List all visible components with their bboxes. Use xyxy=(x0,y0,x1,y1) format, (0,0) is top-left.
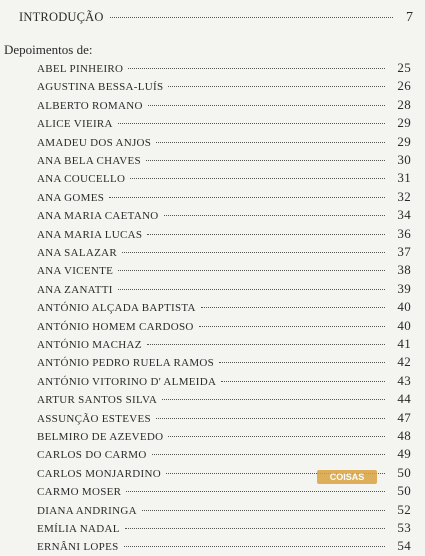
toc-entry-name: ANTÓNIO PEDRO RUELA RAMOS xyxy=(37,357,215,370)
toc-entry-page-number: 49 xyxy=(397,446,411,462)
toc-entry-name: ANTÓNIO ALÇADA BAPTISTA xyxy=(37,302,196,315)
dot-leader xyxy=(142,510,385,511)
dot-leader xyxy=(199,326,385,327)
dot-leader xyxy=(168,86,385,87)
dot-leader xyxy=(110,17,393,18)
toc-entry-name: ANA COUCELLO xyxy=(37,173,126,186)
toc-entry-name: ABEL PINHEIRO xyxy=(37,63,124,75)
dot-leader xyxy=(156,142,385,143)
toc-entry-page-number: 31 xyxy=(397,170,411,186)
toc-entry-page-number: 41 xyxy=(397,336,411,351)
dot-leader xyxy=(219,362,385,363)
toc-entry-name: ARTUR SANTOS SILVA xyxy=(37,394,158,407)
toc-entry[interactable] xyxy=(37,538,411,556)
toc-entry[interactable] xyxy=(37,134,411,152)
toc-entry-name: ANTÓNIO MACHAZ xyxy=(37,339,142,351)
toc-entry-page-number: 26 xyxy=(397,78,411,94)
toc-entry-name: BELMIRO DE AZEVEDO xyxy=(37,431,164,443)
toc-entry[interactable] xyxy=(37,115,411,133)
toc-entry-name: ANTÓNIO VITORINO D' ALMEIDA xyxy=(37,375,217,388)
toc-entry[interactable] xyxy=(37,207,411,225)
toc-entry-page-number: 40 xyxy=(397,317,411,333)
toc-entry[interactable] xyxy=(37,281,411,299)
toc-entry[interactable] xyxy=(37,226,411,244)
dot-leader xyxy=(152,454,385,455)
toc-entry[interactable] xyxy=(37,410,411,428)
toc-entry[interactable] xyxy=(37,262,411,280)
dot-leader xyxy=(125,528,385,529)
dot-leader xyxy=(168,436,385,437)
toc-entry-name: ANA BELA CHAVES xyxy=(37,155,141,167)
toc-entry[interactable] xyxy=(37,446,411,464)
toc-entry-page-number: 7 xyxy=(406,10,413,25)
toc-entry[interactable] xyxy=(37,520,411,538)
toc-entry-page-number: 38 xyxy=(397,262,411,278)
toc-entry-name: AGUSTINA BESSA-LUÍS xyxy=(37,81,164,94)
dot-leader xyxy=(126,491,385,492)
toc-entry-page-number: 53 xyxy=(397,520,411,535)
dot-leader xyxy=(201,307,385,308)
dot-leader xyxy=(147,344,385,345)
dot-leader xyxy=(147,234,385,235)
watermark-logo: COISAS xyxy=(317,470,377,484)
toc-entry-page-number: 29 xyxy=(397,133,411,149)
toc-entry[interactable] xyxy=(37,170,411,188)
dot-leader xyxy=(109,197,385,198)
toc-entry[interactable] xyxy=(37,152,411,170)
toc-entry-page-number: 47 xyxy=(397,409,411,425)
toc-entry-name: AMADEU DOS ANJOS xyxy=(37,136,152,149)
toc-entry-name: CARLOS MONJARDINO xyxy=(37,467,161,480)
toc-entry-name: ERNÂNI LOPES xyxy=(37,541,119,554)
toc-entry-page-number: 37 xyxy=(397,244,411,259)
toc-entry-page-number: 36 xyxy=(397,225,411,241)
toc-entry[interactable] xyxy=(37,502,411,520)
toc-entry-page-number: 40 xyxy=(397,299,411,315)
toc-entry-page-number: 28 xyxy=(397,96,411,112)
toc-entry-page-number: 30 xyxy=(397,152,411,167)
section-heading: Depoimentos de: xyxy=(4,42,93,57)
dot-leader xyxy=(130,178,385,179)
toc-entry-page-number: 50 xyxy=(397,464,411,480)
toc-entry-name: ALICE VIEIRA xyxy=(37,118,113,131)
toc-entry[interactable] xyxy=(37,483,411,501)
toc-entry-page-number: 32 xyxy=(397,188,411,204)
toc-entry-page-number: 25 xyxy=(397,60,411,75)
toc-entry[interactable] xyxy=(37,189,411,207)
toc-entry-page-number: 48 xyxy=(397,428,411,443)
dot-leader xyxy=(221,381,385,382)
toc-entry-label: INTRODUÇÃO xyxy=(19,10,104,24)
dot-leader xyxy=(156,418,385,419)
toc-entry-page-number: 43 xyxy=(397,372,411,388)
toc-entry[interactable] xyxy=(37,428,411,446)
toc-entry-name: ANA MARIA CAETANO xyxy=(37,210,159,223)
toc-entry[interactable] xyxy=(37,336,411,354)
toc-entry[interactable] xyxy=(37,97,411,115)
toc-entry-name: ANA SALAZAR xyxy=(37,247,117,259)
toc-entry[interactable] xyxy=(37,299,411,317)
toc-entry-name: ANA GOMES xyxy=(37,191,105,204)
toc-entry-page-number: 52 xyxy=(397,501,411,517)
toc-entry-page-number: 42 xyxy=(397,354,411,370)
toc-entry[interactable] xyxy=(37,354,411,372)
toc-entry-page-number: 29 xyxy=(397,115,411,131)
toc-entry-page-number: 50 xyxy=(397,483,411,499)
toc-entry-page-number: 44 xyxy=(397,391,411,407)
dot-leader xyxy=(164,215,385,216)
toc-entry-name: EMÍLIA NADAL xyxy=(37,523,120,535)
dot-leader xyxy=(148,105,385,106)
dot-leader xyxy=(162,399,385,400)
toc-entry-name: CARMO MOSER xyxy=(37,486,122,499)
dot-leader xyxy=(146,160,385,161)
toc-entry-name: ANTÓNIO HOMEM CARDOSO xyxy=(37,320,194,333)
dot-leader xyxy=(118,270,385,271)
toc-entry-page-number: 34 xyxy=(397,207,411,223)
toc-entry-page-number: 39 xyxy=(397,280,411,296)
toc-entry-introduction[interactable] xyxy=(19,10,413,28)
dot-leader xyxy=(122,252,385,253)
dot-leader xyxy=(118,123,385,124)
dot-leader xyxy=(118,289,385,290)
toc-entry-name: DIANA ANDRINGA xyxy=(37,504,137,517)
toc-entry[interactable] xyxy=(37,391,411,409)
toc-entry-page-number: 54 xyxy=(397,538,411,554)
dot-leader xyxy=(128,68,385,69)
toc-entry[interactable] xyxy=(37,373,411,391)
toc-entry-name: ASSUNÇÃO ESTEVES xyxy=(37,412,151,425)
toc-entry-name: ANA VICENTE xyxy=(37,265,114,278)
toc-entry-name: ALBERTO ROMANO xyxy=(37,99,143,112)
toc-entry[interactable] xyxy=(37,244,411,262)
dot-leader xyxy=(124,546,385,547)
toc-entry-name: ANA MARIA LUCAS xyxy=(37,228,143,241)
toc-entry[interactable] xyxy=(37,78,411,96)
toc-entry-name: CARLOS DO CARMO xyxy=(37,449,147,462)
toc-entry-name: ANA ZANATTI xyxy=(37,283,113,296)
toc-entry[interactable] xyxy=(37,60,411,78)
toc-entry[interactable] xyxy=(37,318,411,336)
